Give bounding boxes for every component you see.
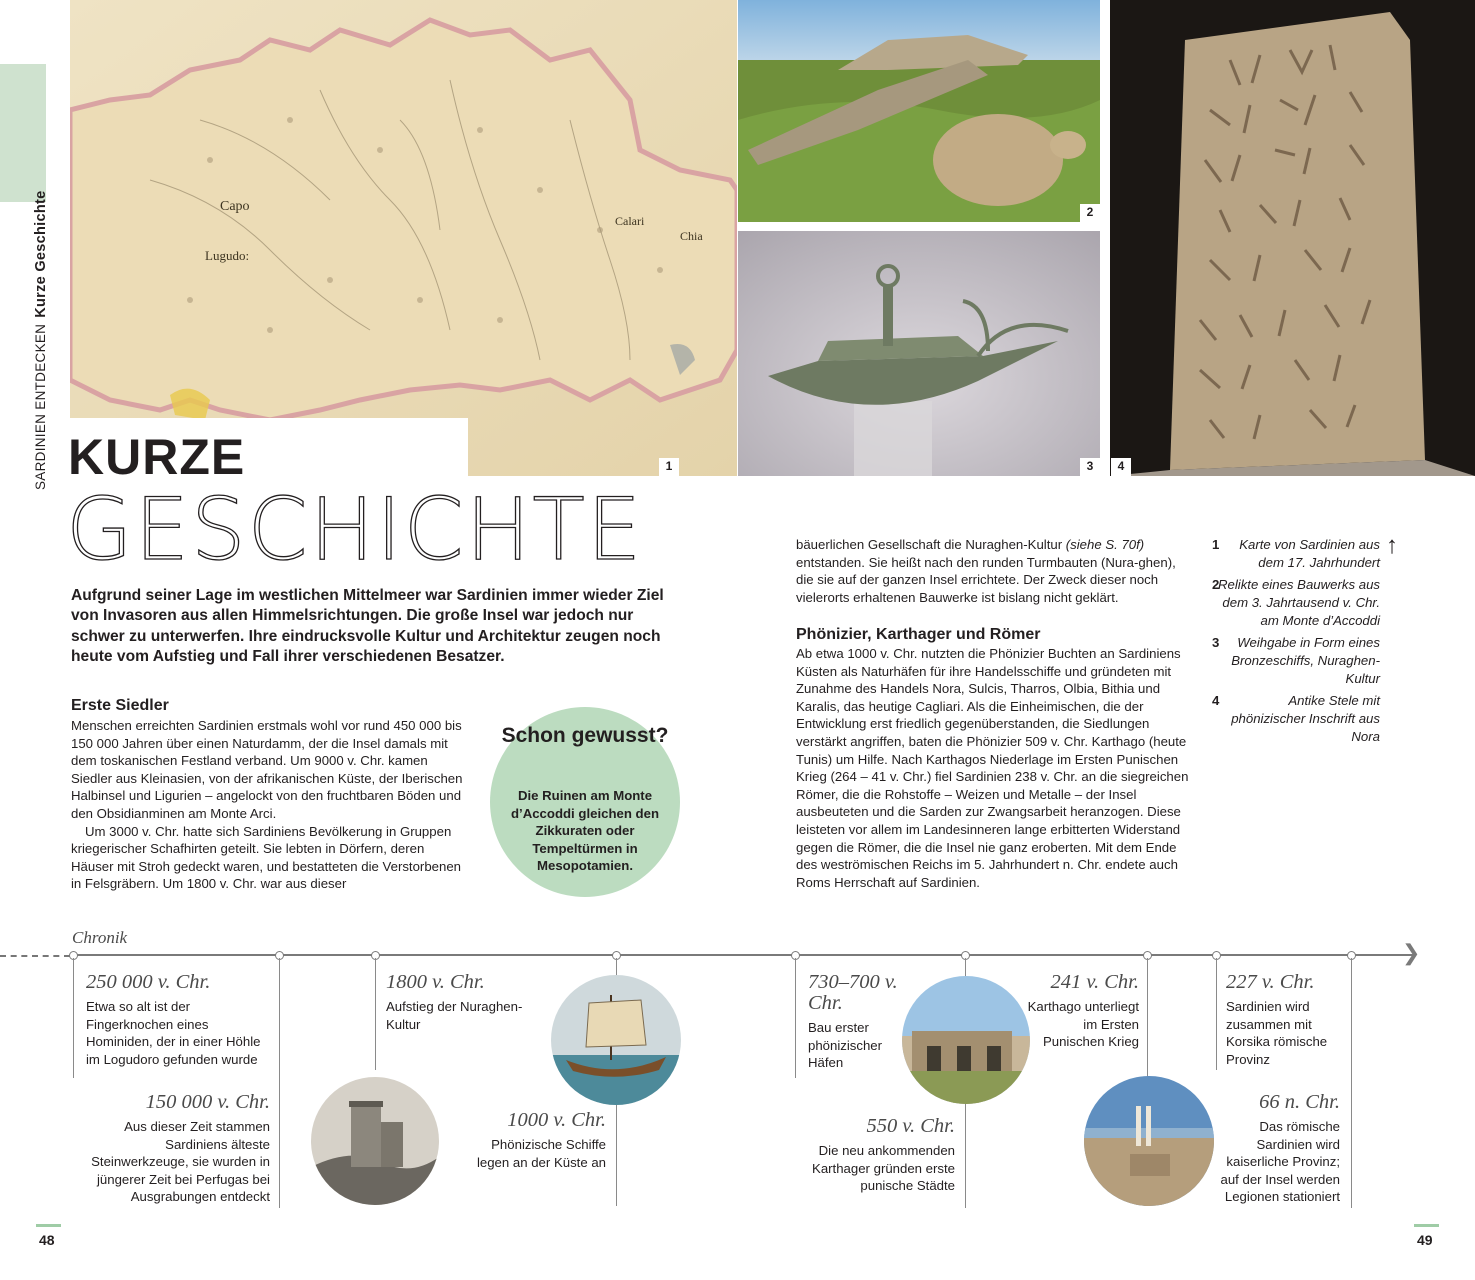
page-reference: (siehe S. 70f) (1065, 537, 1145, 552)
event-date: 1800 v. Chr. (386, 971, 485, 993)
timeline-event (86, 972, 266, 1068)
image-number-3: 3 (1080, 458, 1100, 476)
timeline-label: Chronik (72, 928, 128, 947)
event-date: 550 v. Chr. (866, 1115, 955, 1137)
event-date: 1000 v. Chr. (507, 1109, 606, 1131)
continued-text-pre: bäuerlichen Gesellschaft die Nuraghen-Kultur (796, 537, 1066, 552)
map-label-chia: Chia (680, 229, 703, 243)
page-title-line2: GESCHICHTE (66, 480, 644, 580)
timeline-connector (1351, 958, 1352, 1208)
caption-2 (1212, 576, 1380, 630)
section-tab (0, 64, 46, 202)
timeline-event (808, 972, 904, 1072)
timeline-event (90, 1092, 270, 1206)
event-text: Das römische Sardinien wird kaiserliche Provinz; auf der Insel werden Legionen stationiert (1220, 1119, 1340, 1205)
caption-number: 3 (1212, 635, 1220, 650)
did-you-know-text: Die Ruinen am Monte d’Accoddi gleichen den Zikkuraten oder Tempeltürmen in Mesopotamien. (510, 788, 659, 874)
timeline-connector (279, 958, 280, 1208)
timeline-dashed-start (0, 955, 70, 957)
timeline-event (466, 1110, 606, 1171)
image-number-1: 1 (659, 458, 679, 476)
timeline-connector (375, 958, 376, 1070)
caption-4 (1212, 692, 1380, 746)
continued-text-post: entstanden. Sie heißt nach den runden Turmbauten (Nura-ghen), die sie auf der ganzen Insel errichtete. Der Zweck dieser noch vielerorts erhaltenen Bauwerke ist bislang nicht geklärt. (796, 554, 1176, 605)
caption-number: 4 (1212, 693, 1220, 708)
caption-number: 2 (1212, 577, 1220, 592)
phoenicians-heading: Phönizier, Karthager und Römer (796, 626, 1041, 643)
page-number-left: 48 (39, 1232, 55, 1248)
intro-paragraph: Aufgrund seiner Lage im westlichen Mittelmeer war Sardinien immer wieder Ziel von Invasoren aus allen Himmelsrichtungen. Die große Insel war jedoch nur schwer zu unterwerfen. Ihre eindrucksvolle Kultur und Architektur zeugen noch heute vom Aufstieg und Fall ihrer verschiedenen Besatzer. (71, 587, 664, 666)
bronze-ship-image (738, 231, 1100, 476)
arrow-right-icon: ❯ (1402, 940, 1421, 965)
timeline-event (1026, 972, 1139, 1051)
page-marker-left (36, 1224, 61, 1227)
timeline-event (386, 972, 536, 1033)
page-marker-right (1414, 1224, 1439, 1227)
caption-text: Karte von Sardinien aus dem 17. Jahrhundert (1239, 537, 1380, 570)
timeline-connector (795, 958, 796, 1078)
caption-number: 1 (1212, 537, 1220, 552)
caption-text: Weihgabe in Form eines Bronzeschiffs, Nuraghen-Kultur (1231, 635, 1380, 686)
event-text: Etwa so alt ist der Fingerknochen eines Hominiden, der in einer Höhle im Logudoro gefunden wurde (86, 999, 261, 1067)
phoenicians-text: Ab etwa 1000 v. Chr. nutzten die Phönizier Buchten an Sardiniens Küsten als Naturhäfen für ihre Handelsschiffe und gründeten mit Zunahme des Handels Nora, Sulcis, Tharros, Olbia, Bithia und Karalis, das heutige Cagliari. Als die Einheimischen, die der Entwicklung erst friedlich gegenüberstanden, die Siedlungen verstärkt angriffen, baten die Phönizier 509 v. Chr. Karthago (heute Tunis) um Hilfe. Nach Karthagos Niederlage im Ersten Punischen Krieg (264 – 41 v. Chr.) fiel Sardinien 238 v. Chr. an die siegreichen Römer, die die Rohstoffe – Weizen und Metalle – der Insel ausbeuteten und die Sarden zur Zwangsarbeit heranzogen. Diese leisteten vor allem im Landesinneren lange erbitterten Widerstand gegen die Römer, die die Insel nie ganz eroberten. Mit dem Ende des weströmischen Reichs im 5. Jahrhundert n. Chr. endete auch Roms Herrschaft auf Sardinien. (796, 646, 1189, 890)
timeline-connector (1216, 958, 1217, 1070)
event-text: Karthago unterliegt im Ersten Punischen Krieg (1027, 999, 1139, 1050)
did-you-know-box (490, 707, 680, 897)
map-label-lugudo: Lugudo: (205, 248, 250, 263)
event-text: Die neu ankommenden Karthager gründen erste punische Städte (812, 1143, 955, 1194)
nuraghe-continued-text (796, 536, 1192, 606)
event-text: Phönizische Schiffe legen an der Küste an (476, 1137, 606, 1170)
event-date: 227 v. Chr. (1226, 971, 1315, 993)
event-text: Aufstieg der Nuraghen-Kultur (386, 999, 523, 1032)
event-text: Aus dieser Zeit stammen Sardiniens älteste Steinwerkzeuge, sie wurden in jüngerer Zeit bei Perfugas bei Ausgrabungen entdeckt (91, 1119, 270, 1205)
page-number-right: 49 (1417, 1232, 1433, 1248)
image-captions (1212, 536, 1380, 750)
section-title-label: Kurze Geschichte (33, 190, 49, 318)
castle-ruin-photo (311, 1077, 439, 1205)
caption-text: Antike Stele mit phönizischer Inschrift aus Nora (1231, 693, 1380, 744)
timeline-event (1210, 1092, 1340, 1206)
event-date: 66 n. Chr. (1259, 1091, 1340, 1113)
settlers-heading: Erste Siedler (71, 697, 169, 714)
timeline-connector (73, 958, 74, 1078)
caption-3 (1212, 634, 1380, 688)
roman-ruins-photo (1084, 1076, 1214, 1206)
settlers-text (71, 717, 469, 893)
phoenician-ship-photo (551, 975, 681, 1105)
chapter-label: SARDINIEN ENTDECKEN (33, 323, 48, 490)
map-label-capo: Capo (220, 199, 250, 214)
map-image (70, 0, 737, 476)
timeline-connector (1147, 958, 1148, 1078)
event-date: 150 000 v. Chr. (145, 1091, 270, 1113)
event-text: Bau erster phönizischer Häfen (808, 1020, 883, 1071)
page-title-line1: KURZE (68, 429, 246, 485)
arrow-up-icon: ↑ (1386, 532, 1398, 559)
map-label-cagliari: Calari (615, 214, 645, 228)
timeline-event (795, 1116, 955, 1195)
caption-1 (1212, 536, 1380, 572)
event-date: 241 v. Chr. (1050, 971, 1139, 993)
image-number-2: 2 (1080, 204, 1100, 222)
caption-text: Relikte eines Bauwerks aus dem 3. Jahrtausend v. Chr. am Monte d’Accoddi (1218, 577, 1380, 628)
event-date: 250 000 v. Chr. (86, 971, 211, 993)
settlers-paragraph-2: Um 3000 v. Chr. hatte sich Sardiniens Bevölkerung in Gruppen kriegerischer Schafhirten geteilt. Sie lebten in Dörfern, deren Häuser mit Stroh gedeckt waren, und bestatteten die Verstorbenen in Felsgräbern. Um 1800 v. Chr. war aus dieser (71, 823, 461, 892)
phoenician-harbour-photo (902, 976, 1030, 1104)
event-text: Sardinien wird zusammen mit Korsika römische Provinz (1226, 999, 1328, 1067)
image-number-4: 4 (1111, 458, 1131, 476)
timeline-event (1226, 972, 1344, 1068)
did-you-know-heading: Schon gewusst? (501, 724, 669, 747)
settlers-paragraph-1: Menschen erreichten Sardinien erstmals wohl vor rund 450 000 bis 150 000 Jahren über einen Naturdamm, der die Insel damals mit dem toskanischen Festland verband. Um 9000 v. Chr. kamen Siedler aus Kleinasien, von der afrikanischen Küste, der Iberischen Halbinsel und Ligurien – angelockt von den fruchtbaren Böden und den Obsidianminen am Monte Arci. (71, 718, 463, 821)
relics-image (738, 0, 1100, 222)
section-label (33, 190, 49, 490)
event-date: 730–700 v. Chr. (808, 971, 898, 1014)
stele-image (1110, 0, 1475, 476)
